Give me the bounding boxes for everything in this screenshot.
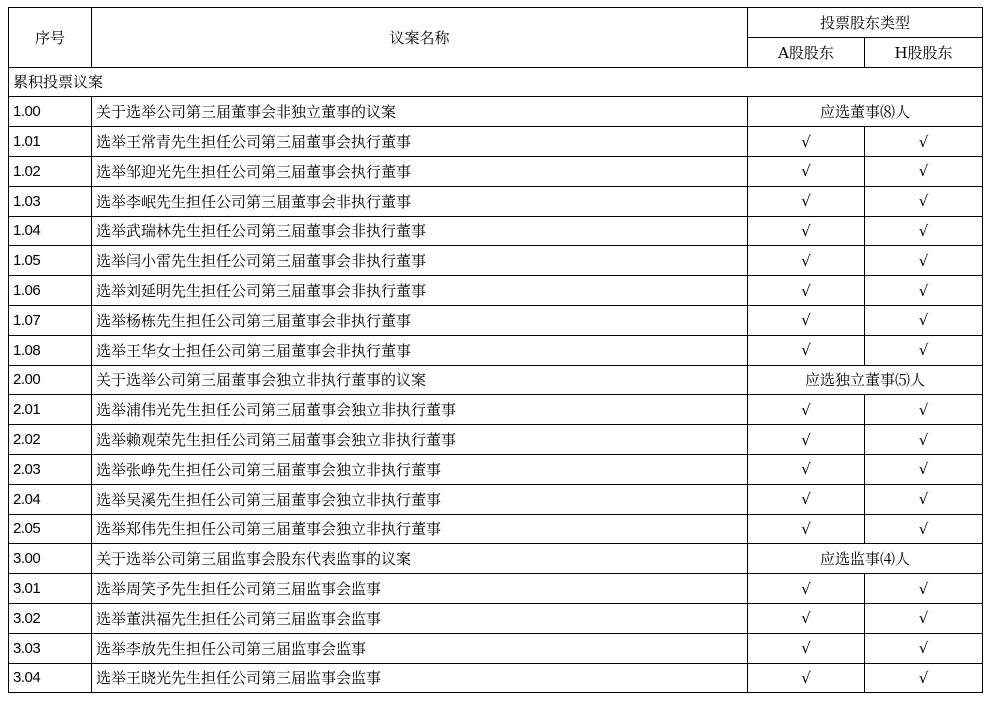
a-share-check: √ — [748, 484, 865, 514]
h-share-check: √ — [865, 395, 983, 425]
h-share-check: √ — [865, 514, 983, 544]
a-share-check: √ — [748, 276, 865, 306]
header-row — [9, 8, 983, 38]
header-proposal-name: 议案名称 — [92, 8, 748, 68]
table-row — [9, 514, 983, 544]
proposal-name: 选举杨栋先生担任公司第三届董事会非执行董事 — [92, 305, 748, 335]
table-row — [9, 97, 983, 127]
proposal-number: 1.08 — [9, 335, 92, 365]
proposal-name: 选举赖观荣先生担任公司第三届董事会独立非执行董事 — [92, 425, 748, 455]
table-row — [9, 305, 983, 335]
proposal-number: 1.06 — [9, 276, 92, 306]
section-title: 累积投票议案 — [9, 67, 983, 97]
proposal-number: 2.01 — [9, 395, 92, 425]
table-row — [9, 574, 983, 604]
proposal-name: 选举吴溪先生担任公司第三届董事会独立非执行董事 — [92, 484, 748, 514]
h-share-check: √ — [865, 603, 983, 633]
proposal-number: 3.04 — [9, 663, 92, 693]
a-share-check: √ — [748, 425, 865, 455]
proposal-number: 1.03 — [9, 186, 92, 216]
a-share-check: √ — [748, 246, 865, 276]
proposal-number: 2.03 — [9, 454, 92, 484]
proposal-name: 选举李岷先生担任公司第三届董事会非执行董事 — [92, 186, 748, 216]
table-row — [9, 246, 983, 276]
proposal-name: 选举武瑞林先生担任公司第三届董事会非执行董事 — [92, 216, 748, 246]
h-share-check: √ — [865, 156, 983, 186]
seats-to-elect: 应选监事⑷人 — [748, 544, 983, 574]
proposal-number: 3.03 — [9, 633, 92, 663]
h-share-check: √ — [865, 216, 983, 246]
h-share-check: √ — [865, 663, 983, 693]
a-share-check: √ — [748, 305, 865, 335]
table-row — [9, 276, 983, 306]
proposal-number: 2.05 — [9, 514, 92, 544]
table-row — [9, 156, 983, 186]
proposal-number: 3.00 — [9, 544, 92, 574]
a-share-check: √ — [748, 454, 865, 484]
table-row — [9, 127, 983, 157]
a-share-check: √ — [748, 663, 865, 693]
proposal-number: 3.02 — [9, 603, 92, 633]
proposal-name: 选举董洪福先生担任公司第三届监事会监事 — [92, 603, 748, 633]
table-row — [9, 454, 983, 484]
a-share-check: √ — [748, 186, 865, 216]
a-share-check: √ — [748, 216, 865, 246]
proposal-number: 2.02 — [9, 425, 92, 455]
proposal-number: 2.00 — [9, 365, 92, 395]
h-share-check: √ — [865, 335, 983, 365]
cumulative-voting-table — [8, 7, 983, 693]
table-row — [9, 216, 983, 246]
proposal-name: 关于选举公司第三届监事会股东代表监事的议案 — [92, 544, 748, 574]
a-share-check: √ — [748, 574, 865, 604]
table-row — [9, 425, 983, 455]
proposal-name: 选举王晓光先生担任公司第三届监事会监事 — [92, 663, 748, 693]
proposal-name: 选举王常青先生担任公司第三届董事会执行董事 — [92, 127, 748, 157]
proposal-name: 选举周笑予先生担任公司第三届监事会监事 — [92, 574, 748, 604]
table-row — [9, 484, 983, 514]
proposal-name: 选举刘延明先生担任公司第三届董事会非执行董事 — [92, 276, 748, 306]
proposal-name: 选举浦伟光先生担任公司第三届董事会独立非执行董事 — [92, 395, 748, 425]
seats-to-elect: 应选董事⑻人 — [748, 97, 983, 127]
a-share-check: √ — [748, 395, 865, 425]
proposal-number: 1.04 — [9, 216, 92, 246]
proposal-name: 选举邹迎光先生担任公司第三届董事会执行董事 — [92, 156, 748, 186]
a-share-check: √ — [748, 603, 865, 633]
section-row — [9, 67, 983, 97]
proposal-name: 选举闫小雷先生担任公司第三届董事会非执行董事 — [92, 246, 748, 276]
proposal-name: 选举李放先生担任公司第三届监事会监事 — [92, 633, 748, 663]
header-shareholder-type: 投票股东类型 — [748, 8, 983, 38]
table-row — [9, 335, 983, 365]
h-share-check: √ — [865, 305, 983, 335]
proposal-number: 2.04 — [9, 484, 92, 514]
proposal-number: 1.02 — [9, 156, 92, 186]
table-row — [9, 603, 983, 633]
table-row — [9, 544, 983, 574]
h-share-check: √ — [865, 276, 983, 306]
h-share-check: √ — [865, 633, 983, 663]
header-serial-no: 序号 — [9, 8, 92, 68]
h-share-check: √ — [865, 127, 983, 157]
a-share-check: √ — [748, 156, 865, 186]
h-share-check: √ — [865, 425, 983, 455]
proposal-name: 选举张峥先生担任公司第三届董事会独立非执行董事 — [92, 454, 748, 484]
a-share-check: √ — [748, 335, 865, 365]
proposal-number: 1.01 — [9, 127, 92, 157]
proposal-number: 1.00 — [9, 97, 92, 127]
a-share-check: √ — [748, 514, 865, 544]
h-share-check: √ — [865, 246, 983, 276]
proposal-name: 关于选举公司第三届董事会非独立董事的议案 — [92, 97, 748, 127]
proposal-number: 1.07 — [9, 305, 92, 335]
proposal-number: 3.01 — [9, 574, 92, 604]
header-a-share: A股股东 — [748, 37, 865, 67]
h-share-check: √ — [865, 484, 983, 514]
a-share-check: √ — [748, 127, 865, 157]
h-share-check: √ — [865, 574, 983, 604]
proposal-number: 1.05 — [9, 246, 92, 276]
proposal-name: 关于选举公司第三届董事会独立非执行董事的议案 — [92, 365, 748, 395]
table-row — [9, 633, 983, 663]
h-share-check: √ — [865, 186, 983, 216]
table-row — [9, 395, 983, 425]
table-row — [9, 365, 983, 395]
table-row — [9, 186, 983, 216]
h-share-check: √ — [865, 454, 983, 484]
a-share-check: √ — [748, 633, 865, 663]
table-row — [9, 663, 983, 693]
seats-to-elect: 应选独立董事⑸人 — [748, 365, 983, 395]
proposal-name: 选举王华女士担任公司第三届董事会非执行董事 — [92, 335, 748, 365]
header-h-share: H股股东 — [865, 37, 983, 67]
proposal-name: 选举郑伟先生担任公司第三届董事会独立非执行董事 — [92, 514, 748, 544]
